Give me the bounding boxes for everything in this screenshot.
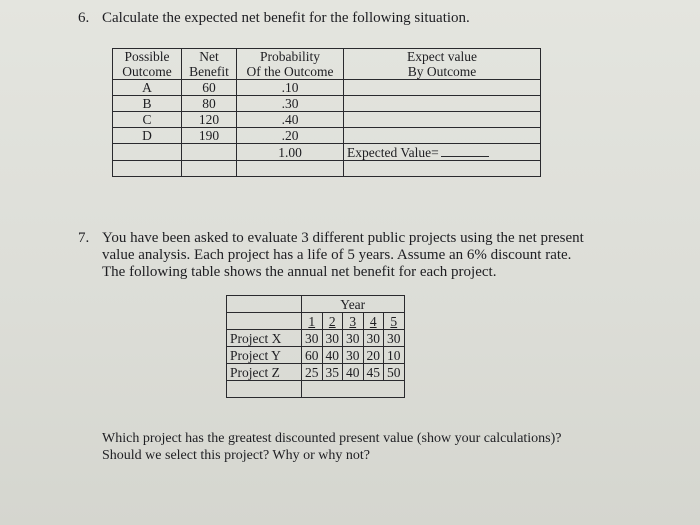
expected-benefit-table — [112, 48, 541, 177]
benefit-cell: 190 — [182, 128, 237, 144]
project-name-cell: Project X — [227, 330, 302, 347]
header-expect-value: Expect value By Outcome — [344, 49, 541, 80]
benefit-cell: 120 — [182, 112, 237, 128]
table-empty-row — [227, 381, 405, 398]
probability-cell: .20 — [237, 128, 344, 144]
table-row — [113, 80, 541, 96]
value-cell: 50 — [384, 364, 405, 381]
outcome-cell: A — [113, 80, 182, 96]
year-cell: 3 — [343, 313, 364, 330]
value-cell: 20 — [363, 347, 384, 364]
table-row — [227, 330, 405, 347]
question-6-number: 6. — [78, 10, 90, 26]
expected-value-label: Expected Value= — [347, 145, 439, 160]
table-row — [227, 364, 405, 381]
value-cell: 40 — [322, 347, 343, 364]
table-row — [113, 112, 541, 128]
table-row — [113, 96, 541, 112]
value-cell: 40 — [343, 364, 364, 381]
table-row — [113, 128, 541, 144]
expect-value-cell — [344, 96, 541, 112]
expect-value-cell — [344, 128, 541, 144]
project-name-cell: Project Z — [227, 364, 302, 381]
question-6-text: Calculate the expected net benefit for the following situation. — [102, 10, 470, 26]
prompt-line: Which project has the greatest discounted present value (show your calculations)? — [102, 431, 562, 446]
benefit-cell: 80 — [182, 96, 237, 112]
value-cell: 60 — [302, 347, 323, 364]
value-cell: 10 — [384, 347, 405, 364]
expect-value-cell — [344, 112, 541, 128]
probability-cell: .30 — [237, 96, 344, 112]
table-row — [227, 347, 405, 364]
value-cell: 25 — [302, 364, 323, 381]
prompt-line: Should we select this project? Why or why not? — [102, 448, 371, 463]
year-cell: 2 — [322, 313, 343, 330]
header-possible-outcome: Possible Outcome — [113, 49, 182, 80]
outcome-cell: B — [113, 96, 182, 112]
value-cell: 35 — [322, 364, 343, 381]
question-7-line: The following table shows the annual net benefit for each project. — [102, 264, 497, 280]
value-cell: 30 — [384, 330, 405, 347]
question-7-number: 7. — [78, 230, 90, 246]
year-cell: 5 — [384, 313, 405, 330]
year-cell: 4 — [363, 313, 384, 330]
expect-value-cell — [344, 80, 541, 96]
benefit-cell: 60 — [182, 80, 237, 96]
value-cell: 30 — [343, 330, 364, 347]
year-number-row — [227, 313, 405, 330]
value-cell: 45 — [363, 364, 384, 381]
project-benefit-table — [226, 295, 405, 398]
table-empty-row — [113, 161, 541, 177]
value-cell: 30 — [302, 330, 323, 347]
question-7 — [78, 230, 618, 281]
header-net-benefit: Net Benefit — [182, 49, 237, 80]
question-7-line: value analysis. Each project has a life of 5 years. Assume an 6% discount rate. — [102, 247, 572, 263]
project-name-cell: Project Y — [227, 347, 302, 364]
question-7-prompt — [102, 430, 562, 464]
year-label-row — [227, 296, 405, 313]
probability-cell: .40 — [237, 112, 344, 128]
value-cell: 30 — [322, 330, 343, 347]
expected-value-cell — [344, 144, 541, 161]
total-probability-cell: 1.00 — [237, 144, 344, 161]
header-probability: Probability Of the Outcome — [237, 49, 344, 80]
outcome-cell: C — [113, 112, 182, 128]
question-6 — [78, 10, 470, 27]
year-cell: 1 — [302, 313, 323, 330]
probability-cell: .10 — [237, 80, 344, 96]
table-total-row — [113, 144, 541, 161]
outcome-cell: D — [113, 128, 182, 144]
value-cell: 30 — [343, 347, 364, 364]
question-7-line: 7. You have been asked to evaluate 3 different public projects using the net present — [78, 230, 584, 246]
table-header-row — [113, 49, 541, 80]
value-cell: 30 — [363, 330, 384, 347]
year-label: Year — [302, 296, 405, 313]
answer-blank — [441, 144, 489, 157]
